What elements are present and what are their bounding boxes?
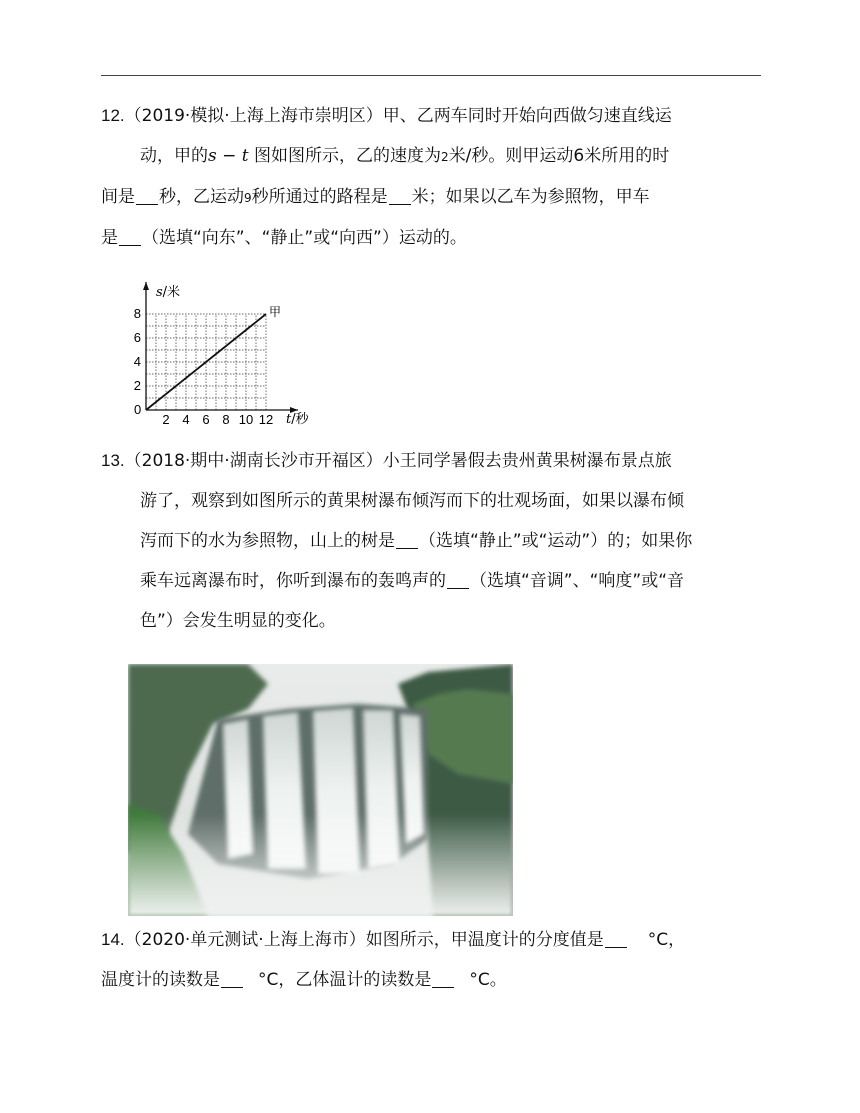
y-axis-label-var: s <box>156 285 163 300</box>
y-tick-label: 6 <box>133 330 141 345</box>
y-tick-label: 8 <box>133 306 141 321</box>
q12-text-4b: （选填“向东”、“静止”或“向西”）运动的。 <box>142 228 467 248</box>
q12-text-3c: 秒所通过的路程是 <box>251 187 388 207</box>
q12-text-2d: 米所用的时 <box>584 146 670 166</box>
q13-text-1: 小王同学暑假去贵州黄果树瀑布景点旅 <box>382 451 672 471</box>
q13-line-3 <box>101 521 761 561</box>
x-tick-label: 12 <box>258 412 274 427</box>
q13-text-3b: （选填“静止”或“运动”）的；如果你 <box>419 531 693 551</box>
x-tick-label: 8 <box>222 412 230 427</box>
q12-text-2b: 图如图所示，乙的速度为 <box>248 146 442 166</box>
y-tick-label: 2 <box>133 378 141 393</box>
answer-blank[interactable] <box>221 969 243 988</box>
answer-blank[interactable] <box>432 969 454 988</box>
answer-blank[interactable] <box>447 570 469 589</box>
distance-value: 6 <box>573 146 585 166</box>
q14-text-1a: 如图所示，甲温度计的分度值是 <box>365 930 604 950</box>
x-tick-label: 10 <box>238 412 254 427</box>
s-variable: s <box>208 146 217 166</box>
header-rule <box>101 75 761 76</box>
s-t-graph <box>130 270 325 430</box>
q12-text-3a: 间是 <box>101 187 135 207</box>
answer-blank[interactable] <box>136 186 158 205</box>
q13-line-5: 色”）会发生明显的变化。 <box>140 611 336 631</box>
q14-unit: °C， <box>647 930 686 950</box>
q12-text-4a: 是 <box>101 228 118 248</box>
answer-blank[interactable] <box>389 186 411 205</box>
y-axis-label-unit: /米 <box>162 285 181 300</box>
q13-source: （2018·期中·湖南长沙市开福区） <box>124 451 383 471</box>
q14-text-2c: °C。 <box>469 970 507 990</box>
q12-line-4 <box>101 218 761 258</box>
answer-blank[interactable] <box>605 929 627 948</box>
x-axis-label <box>286 411 310 427</box>
q13-number: 13. <box>101 451 125 470</box>
q12-text-2a: 动，甲的 <box>140 146 208 166</box>
q12-number: 12. <box>101 106 125 125</box>
speed-value: 2 <box>441 150 449 164</box>
question-13 <box>101 441 761 641</box>
q13-line-2: 游了，观察到如图所示的黄果树瀑布倾泻而下的壮观场面，如果以瀑布倾 <box>140 491 684 511</box>
y-tick-label: 4 <box>133 354 141 369</box>
q12-text-2c: 米/秒。则甲运动 <box>448 146 574 166</box>
x-tick-label: 2 <box>162 412 170 427</box>
q14-line-2 <box>101 960 761 1000</box>
q14-text-2a: 温度计的读数是 <box>101 970 220 990</box>
x-axis-label-var: t <box>286 412 292 427</box>
minus-sign: − <box>216 146 242 166</box>
time-value: 9 <box>244 191 252 205</box>
q14-line-1 <box>101 920 761 960</box>
q12-line-3 <box>101 177 761 218</box>
answer-blank[interactable] <box>119 227 141 246</box>
x-tick-label: 4 <box>182 412 190 427</box>
q14-source: （2020·单元测试·上海上海市） <box>124 930 366 950</box>
question-14 <box>101 920 761 1000</box>
q13-text-4a: 乘车远离瀑布时，你听到瀑布的轰鸣声的 <box>140 571 446 591</box>
q13-line-1 <box>101 441 761 481</box>
q12-text-1: 甲、乙两车同时开始向西做匀速直线运 <box>382 106 672 126</box>
x-tick-label: 6 <box>202 412 210 427</box>
y-axis-arrow <box>143 282 149 290</box>
q13-text-3a: 泻而下的水为参照物，山上的树是 <box>140 531 395 551</box>
question-12 <box>101 96 761 258</box>
q12-text-3d: 米；如果以乙车为参照物，甲车 <box>411 187 650 207</box>
q12-text-3b: 秒，乙运动 <box>159 187 244 207</box>
q14-text-2b: °C，乙体温计的读数是 <box>258 970 432 990</box>
series-label: 甲 <box>269 305 282 319</box>
q12-line-1 <box>101 96 761 136</box>
q12-source: （2019·模拟·上海上海市崇明区） <box>124 106 383 126</box>
q13-line-4 <box>101 561 761 601</box>
q12-line-2 <box>101 136 761 177</box>
q14-number: 14. <box>101 930 125 949</box>
y-axis-label <box>156 284 180 300</box>
waterfall-photo <box>128 664 513 916</box>
answer-blank[interactable] <box>396 530 418 549</box>
origin-label: 0 <box>134 402 142 417</box>
q13-text-4b: （选填“音调”、“响度”或“音 <box>470 571 685 591</box>
t-variable: t <box>241 146 249 166</box>
x-axis-label-unit: /秒 <box>291 412 309 427</box>
